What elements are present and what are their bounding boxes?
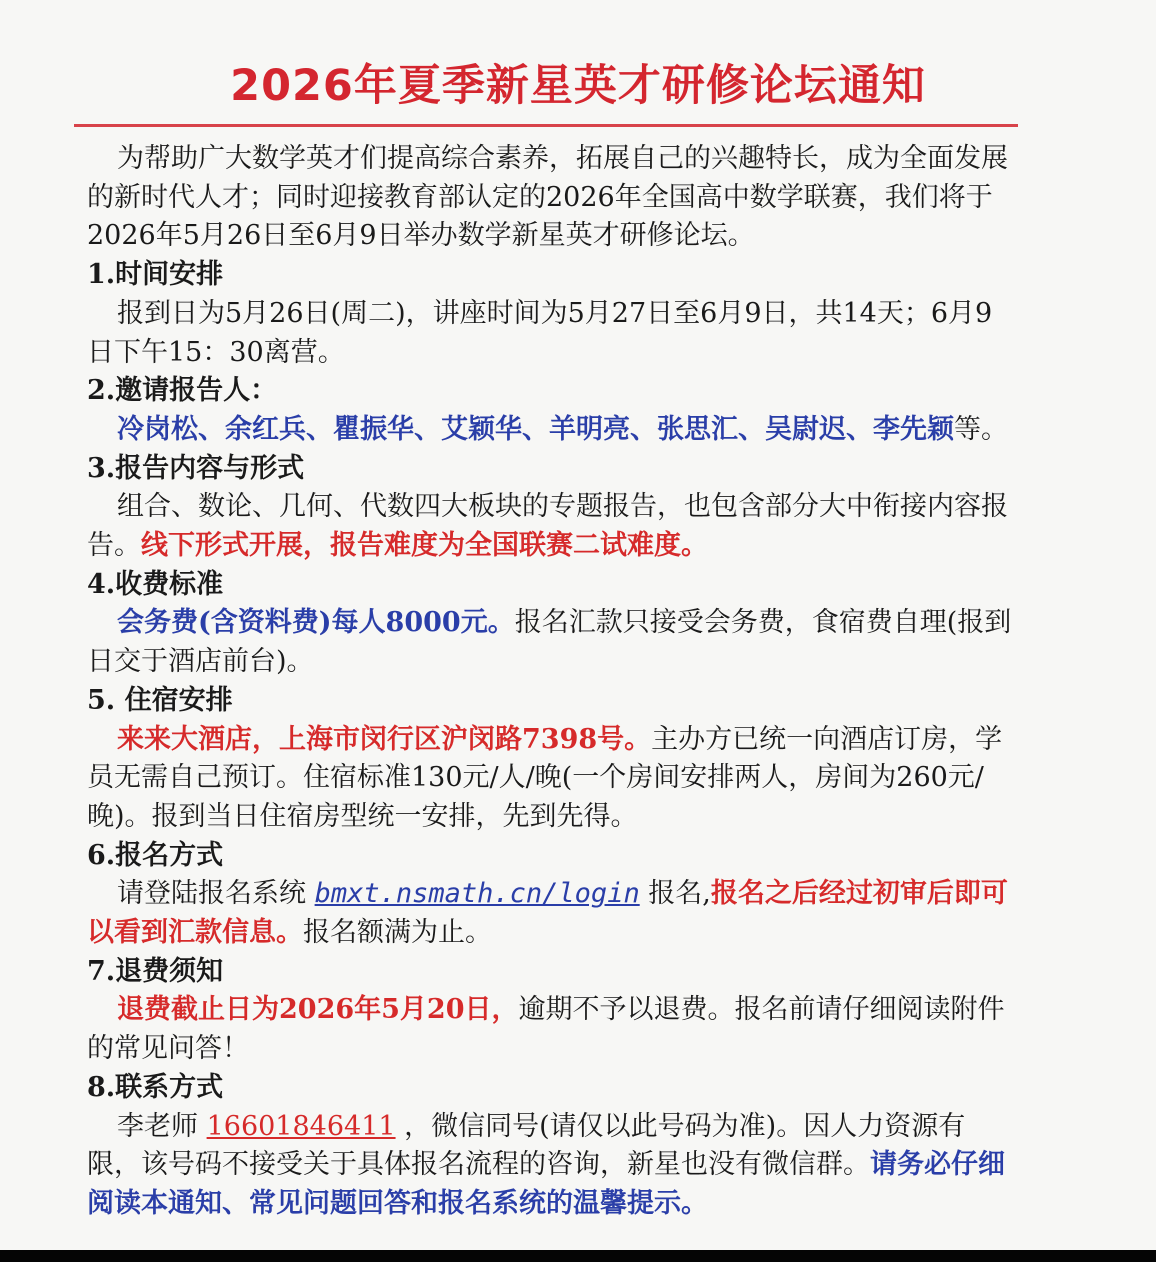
section-4-body: 报名汇款只接受会务费，食宿费自理(报到日交于酒店前台)。 xyxy=(87,607,1012,678)
section-7-text xyxy=(87,991,1012,1068)
section-2-text xyxy=(87,411,1012,450)
section-1-text: 报到日为5月26日(周二)，讲座时间为5月27日至6月9日，共14天；6月9日下午15：30离营。 xyxy=(87,297,993,368)
section-8-body: ，微信同号(请仅以此号码为准)。因人力资源有限，该号码不接受关于具体报名流程的咨询，新星也没有微信群。 xyxy=(87,1110,966,1181)
section-5-heading: 5. 住宿安排 xyxy=(87,684,233,716)
section-5-text xyxy=(87,721,1012,837)
fee-highlight: 会务费(含资料费)每人8000元。 xyxy=(117,607,515,639)
section-6-text xyxy=(87,875,1012,952)
section-2-heading: 2.邀请报告人： xyxy=(87,375,278,407)
page-title: 2026年夏季新星英才研修论坛通知 xyxy=(230,61,926,111)
section-5-body: 主办方已统一向酒店订房，学员无需自己预订。住宿标准130元/人/晚(一个房间安排两人，房间为260元/晚)。报到当日住宿房型统一安排，先到先得。 xyxy=(87,723,1003,832)
section-7-heading: 7.退费须知 xyxy=(87,955,224,987)
section-3-body: 组合、数论、几何、代数四大板块的专题报告，也包含部分大中衔接内容报告。 xyxy=(87,491,1008,562)
section-6-pre: 请登陆报名系统 xyxy=(117,878,315,910)
section-6-post: 报名额满为止。 xyxy=(303,917,492,949)
title-divider xyxy=(74,124,1018,127)
notice-body xyxy=(87,140,1012,1224)
contact-name: 李老师 xyxy=(117,1110,207,1142)
section-3-text xyxy=(87,488,1012,565)
section-6-heading: 6.报名方式 xyxy=(87,839,224,871)
section-4-heading: 4.收费标准 xyxy=(87,568,224,600)
section-8-heading: 8.联系方式 xyxy=(87,1071,224,1103)
speaker-names: 冷岗松、余红兵、瞿振华、艾颖华、羊明亮、张思汇、吴尉迟、李先颖 xyxy=(117,413,954,445)
speaker-suffix: 等。 xyxy=(954,413,1008,445)
registration-link[interactable]: bmxt.nsmath.cn/login xyxy=(314,878,640,910)
section-3-heading: 3.报告内容与形式 xyxy=(87,452,305,484)
section-6-highlight: 报名之后经过初审后即可以看到汇款信息。 xyxy=(87,878,1008,949)
refund-deadline: 退费截止日为2026年5月20日， xyxy=(117,994,519,1026)
section-4-text xyxy=(87,604,1012,681)
hotel-address: 来来大酒店，上海市闵行区沪闵路7398号。 xyxy=(117,723,652,755)
contact-phone[interactable]: 16601846411 xyxy=(206,1110,396,1142)
intro-paragraph: 为帮助广大数学英才们提高综合素养，拓展自己的兴趣特长，成为全面发展的新时代人才；同时迎接教育部认定的2026年全国高中数学联赛，我们将于2026年5月26日至6月9日举办数学新星英才研修论坛。 xyxy=(87,143,1008,252)
bottom-edge-bar xyxy=(0,1250,1156,1262)
section-1-heading: 1.时间安排 xyxy=(87,259,224,291)
section-8-highlight: 请务必仔细阅读本通知、常见问题回答和报名系统的温馨提示。 xyxy=(87,1149,1005,1219)
section-7-body: 逾期不予以退费。报名前请仔细阅读附件的常见问答！ xyxy=(87,994,1005,1065)
section-8-text xyxy=(87,1108,1012,1224)
section-3-highlight: 线下形式开展，报告难度为全国联赛二试难度。 xyxy=(141,530,708,562)
section-6-mid: 报名, xyxy=(639,878,711,910)
